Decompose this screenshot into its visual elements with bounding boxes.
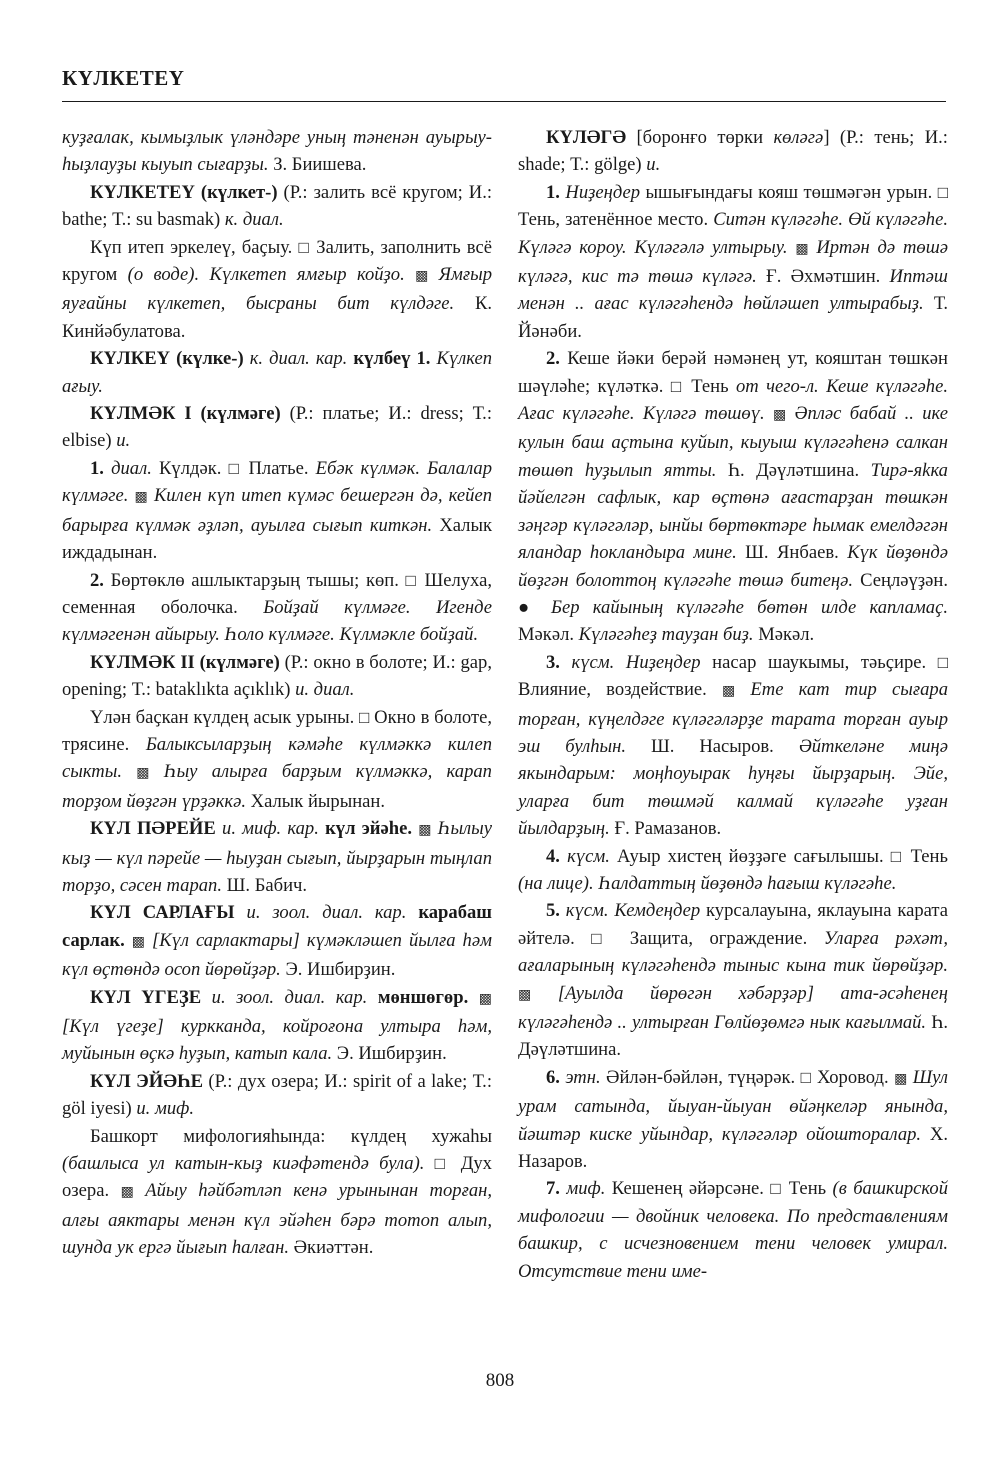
dictionary-paragraph: КҮЛМӘК I (күлмәге) (Р.: платье; И.: dress; Т.: elbise) и.	[62, 403, 492, 452]
dictionary-paragraph: куҙғалак, кымыҙлык үләндәре уның тәненән ауырыу-һыҙлауҙы кыуып сығарҙы. З. Биишева.	[62, 127, 492, 176]
left-column	[62, 124, 492, 1262]
right-column	[518, 124, 948, 1285]
dictionary-paragraph: 3. күсм. Ниҙеңдер насар шаукымы, тәьҫире. □ Влияние, воздействие. ▩ Ете кат тир сығара торған, күңелдәге күләгәләрҙе тарата торған ауыр эш булһын. Ш. Насыров. Әйткеләне миңә якындарым: моңһоуырак һуңғы йырҙарың. Эйе, уларға бит төшмәй калмай күләгәһе уҙған йылдарҙың. Ғ. Рамазанов.	[518, 649, 948, 843]
header-rule	[62, 101, 946, 102]
dictionary-paragraph: КҮЛ ҮГЕҘЕ и. зоол. диал. кар. мөншөгөр. ▩ [Күл үгеҙе] куркканда, койроғона ултыра һәм, муйынын өҫкә һуҙып, катып кала. Э. Ишбирҙин.	[62, 986, 492, 1065]
dictionary-paragraph: КҮЛӘГӘ [боронғо төрки көләгә] (Р.: тень; И.: shade; Т.: gölge) и.	[518, 127, 948, 176]
page-number: 808	[485, 1370, 515, 1391]
dictionary-paragraph: 1. диал. Күлдәк. □ Платье. Ебәк күлмәк. Балалар күлмәге. ▩ Килен күп итеп күмәс бешергән дә, кейеп барырға күлмәк әҙләп, ауылға сығып киткән. Халык иждадынан.	[62, 455, 492, 567]
dictionary-paragraph: 7. миф. Кешенең әйәрсәне. □ Тень (в башкирской мифологии — двойник человека. По представлениям башкир, с исчезновением тени человек умирал. Отсутствие тени име-	[518, 1175, 948, 1285]
dictionary-paragraph: КҮЛ САРЛАҒЫ и. зоол. диал. кар. карабаш сарлак. ▩ [Күл сарлактары] күмәкләшеп йылға һәм күл өҫтөндә осоп йөрөйҙәр. Э. Ишбирҙин.	[62, 902, 492, 981]
dictionary-paragraph: КҮЛ ПӘРЕЙЕ и. миф. кар. күл эйәһе. ▩ Һылыу кыҙ — күл пәрейе — һыуҙан сығып, йырҙарын тыңлап торҙо, сәсен тарап. Ш. Бабич.	[62, 818, 493, 896]
dictionary-paragraph: 1. Ниҙеңдер ышығындағы кояш төшмәгән урын. □ Тень, затенённое место. Ситән күләгәһе. Өй күләгәһе. Күләгә короу. Күләгәлә ултырыу. ▩ Иртән дә төшә күләгә, кис тә төшә күләгә. Ғ. Әхмәтшин. Иптәш менән .. ағас күләгәһендә һөйләшеп ултырабыҙ. Т. Йәнәби.	[518, 179, 948, 345]
dictionary-paragraph: 4. күсм. Ауыр хистең йөҙҙәге сағылышы. □ Тень (на лице). Һалдаттың йөҙөндә һағыш күләгәһе.	[518, 843, 948, 898]
running-head: КҮЛКЕТЕҮ	[62, 66, 185, 90]
dictionary-paragraph: 2. Кеше йәки берәй нәмәнең ут, кояштан төшкән шәүләһе; күләткә. □ Тень от чего-л. Кеше күләгәһе. Ағас күләгәһе. Күләгә төшөү. ▩ Әпләс бабай .. ике кулын баш аҫтына куйып, кыуыш күләгәһенә салкан төшөп һуҙылып ятты. Һ. Дәүләтшина. Тирә-яkка йәйелгән сафлык, кар өҫтөнә ағастарҙан төшкән зәңгәр күләгәләр, ынйы бөртөктәре һымак емелдәгән яландар һокландыра мине. Ш. Янбаев. Күк йөҙөндә йөҙгән болоттоң күләгәһе төшә битеңә. Сеңләүҙән. ● Бер кайының күләгәһе бөтөн илде капламаҫ. Мәкәл. Күләгәһеҙ тауҙан биҙ. Мәкәл.	[518, 345, 948, 648]
dictionary-paragraph: КҮЛ ЭЙӘҺЕ (Р.: дух озера; И.: spirit of a lake; Т.: göl iyesi) и. миф.	[62, 1070, 492, 1120]
dictionary-paragraph: 2. Бөртөклө ашлыктарҙың тышы; көп. □ Шелуха, семенная оболочка. Бойҙай күлмәге. Игенде күлмәгенән айырыу. Һоло күлмәге. Күлмәкле бойҙай.	[62, 567, 492, 649]
dictionary-paragraph: КҮЛМӘК II (күлмәге) (Р.: окно в болоте; И.: gap, opening; Т.: bataklıkta açıklık) и. диал.	[62, 651, 492, 701]
dictionary-paragraph: Башкорт мифологияһында: күлдең хужаһы (башлыса ул катын-кыҙ киәфәтендә була). □ Дух озера. ▩ Айыу һәйбәтләп кенә урынынан торған, алғы аяктары менән күл эйәһен бәрә тотоп алып, шунда ук ергә йығып һалған. Әкиәттән.	[62, 1123, 492, 1262]
dictionary-paragraph: 5. күсм. Кемдеңдер курсалауына, яклауына карата әйтелә. □ Защита, ограждение. Уларға рәхәт, ағаларының күләгәһендә тыныс кына тик йөрөйҙәр. ▩ [Ауылда йөрөгән хәбәрҙәр] ата-әсәһенең күләгәһендә .. ултырған Гөлйөҙөмгә нык кағылмай. Һ. Дәүләтшина.	[518, 897, 948, 1063]
dictionary-paragraph: 6. этн. Әйлән-бәйлән, түңәрәк. □ Хоровод. ▩ Шул урам сатында, йыуан-йыуан өйәңкеләр янында, йәштәр киске уйындар, күләгәләр ойошторалар. Х. Назаров.	[518, 1064, 948, 1176]
dictionary-paragraph: Үлән баҫкан күлдең асык урыны. □ Окно в болоте, трясине. Балыксыларҙың кәмәһе күлмәккә килеп сыкты. ▩ Һыу алырға барҙым күлмәккә, карап торҙом йөҙгән үрҙәккә. Халык йырынан.	[62, 704, 492, 816]
dictionary-paragraph: Күп итеп эркелеү, баҫыу. □ Залить, заполнить всё кругом (о воде). Күлкетеп ямғыр койҙо. ▩ Ямғыр яуғайны күлкетеп, бысраны бит күлдәге. К. Кинйәбулатова.	[62, 234, 492, 346]
dictionary-paragraph: КҮЛКЕТЕҮ (күлкет-) (Р.: залить всё кругом; И.: bathe; Т.: su basmak) к. диал.	[62, 181, 493, 231]
dictionary-paragraph: КҮЛКЕҮ (күлке-) к. диал. кар. күлбеү 1. Күлкеп ағыу.	[62, 348, 493, 397]
